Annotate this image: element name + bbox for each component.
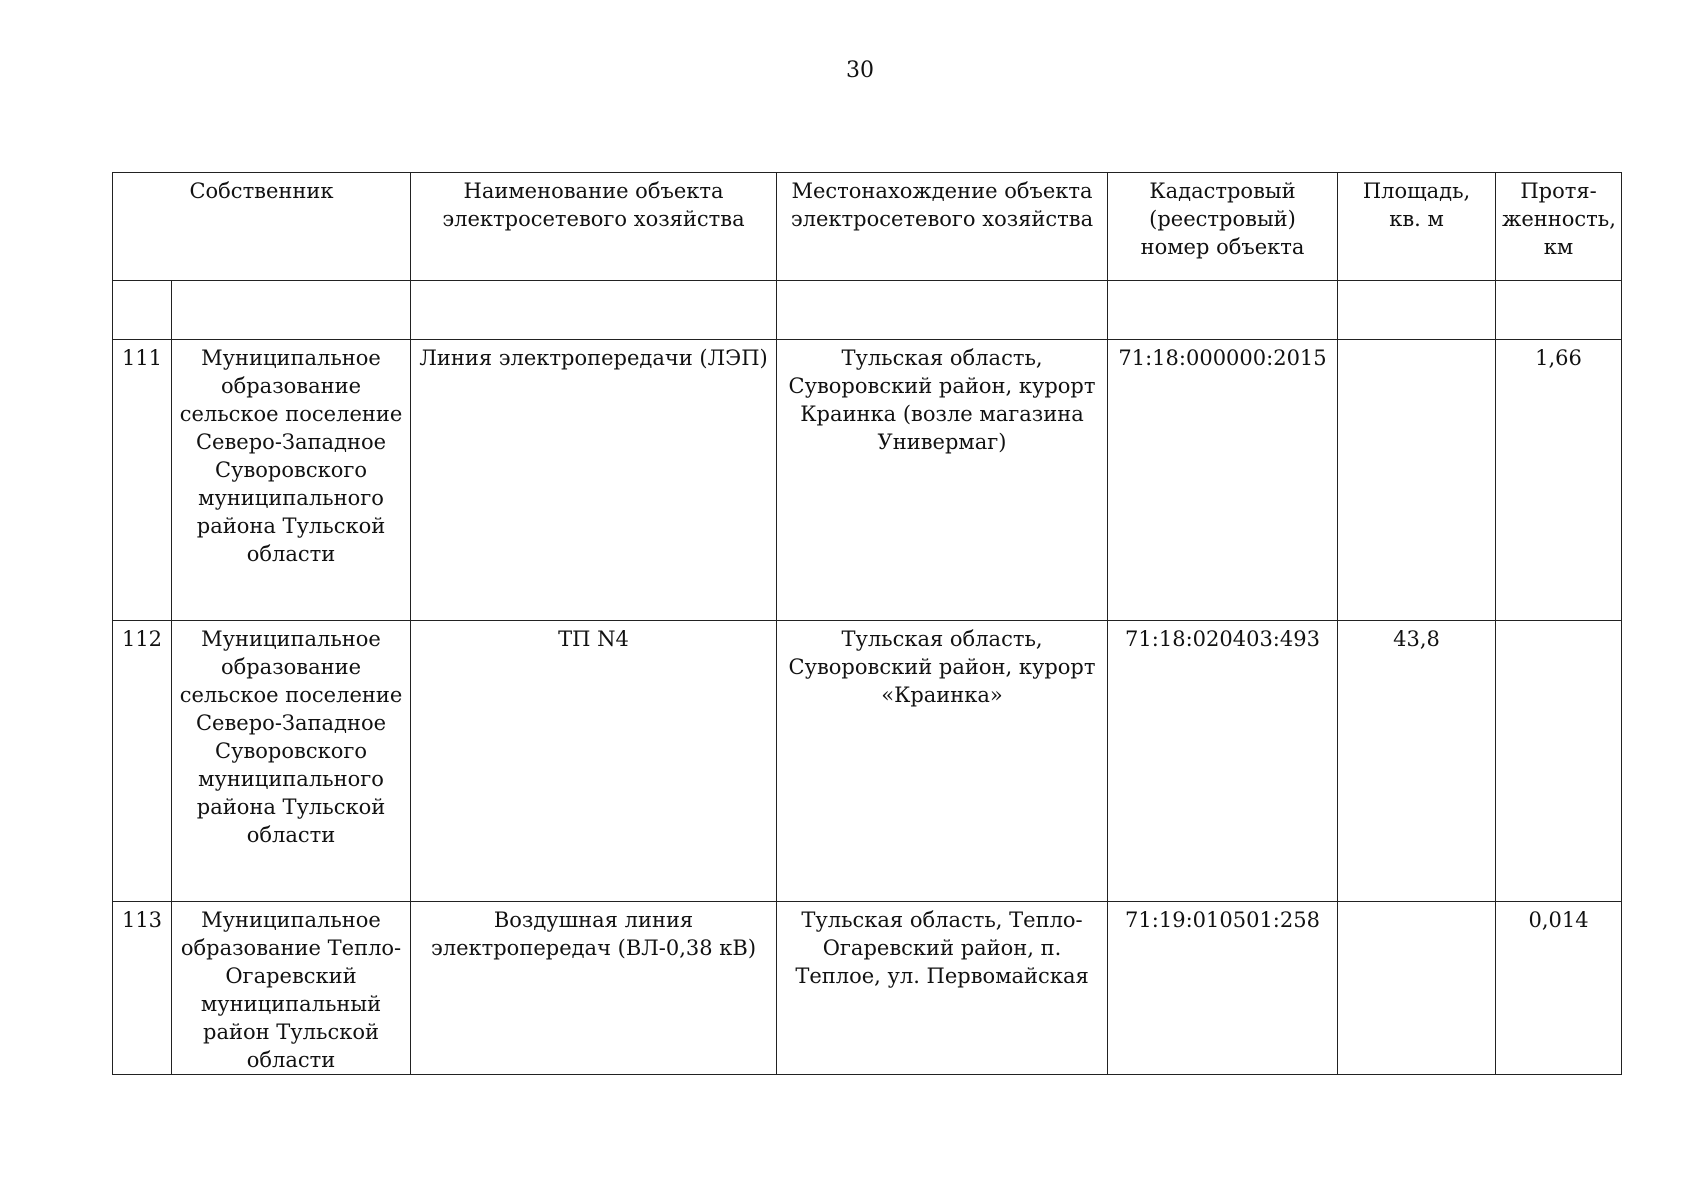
header-length: Протя-женность, км <box>1496 173 1622 281</box>
registry-table <box>112 172 1622 1075</box>
location-cell: Тульская область, Тепло-Огаревский район, п. Теплое, ул. Первомайская <box>777 902 1108 1075</box>
object-name-cell: ТП N4 <box>411 621 777 902</box>
row-number: 112 <box>113 621 172 902</box>
row-number: 111 <box>113 340 172 621</box>
object-name-cell: Линия электропередачи (ЛЭП) <box>411 340 777 621</box>
location-cell: Тульская область, Суворовский район, курорт «Краинка» <box>777 621 1108 902</box>
blank-cell <box>411 281 777 340</box>
length-cell: 0,014 <box>1496 902 1622 1075</box>
blank-cell <box>172 281 411 340</box>
cadastral-cell: 71:19:010501:258 <box>1108 902 1338 1075</box>
table-header-row <box>113 173 1622 281</box>
blank-cell <box>113 281 172 340</box>
blank-cell <box>1496 281 1622 340</box>
owner-cell: Муниципальное образование Тепло-Огаревский муниципальный район Тульской области <box>172 902 411 1075</box>
header-owner: Собственник <box>113 173 411 281</box>
area-cell: 43,8 <box>1338 621 1496 902</box>
blank-row <box>113 281 1622 340</box>
cadastral-cell: 71:18:020403:493 <box>1108 621 1338 902</box>
table-row <box>113 902 1622 1075</box>
area-cell <box>1338 340 1496 621</box>
blank-cell <box>1108 281 1338 340</box>
owner-cell: Муниципальное образование сельское поселение Северо-Западное Суворовского муниципального района Тульской области <box>172 340 411 621</box>
row-number: 113 <box>113 902 172 1075</box>
header-area: Площадь, кв. м <box>1338 173 1496 281</box>
object-name-cell: Воздушная линия электропередач (ВЛ-0,38 кВ) <box>411 902 777 1075</box>
length-cell: 1,66 <box>1496 340 1622 621</box>
owner-cell: Муниципальное образование сельское поселение Северо-Западное Суворовского муниципального района Тульской области <box>172 621 411 902</box>
blank-cell <box>777 281 1108 340</box>
cadastral-cell: 71:18:000000:2015 <box>1108 340 1338 621</box>
area-cell <box>1338 902 1496 1075</box>
location-cell: Тульская область, Суворовский район, курорт Краинка (возле магазина Универмаг) <box>777 340 1108 621</box>
table-row <box>113 340 1622 621</box>
blank-cell <box>1338 281 1496 340</box>
header-cadastral: Кадастровый (реестровый) номер объекта <box>1108 173 1338 281</box>
length-cell <box>1496 621 1622 902</box>
header-location: Местонахождение объекта электросетевого хозяйства <box>777 173 1108 281</box>
table-row <box>113 621 1622 902</box>
page-number: 30 <box>846 58 874 83</box>
header-object-name: Наименование объекта электросетевого хозяйства <box>411 173 777 281</box>
